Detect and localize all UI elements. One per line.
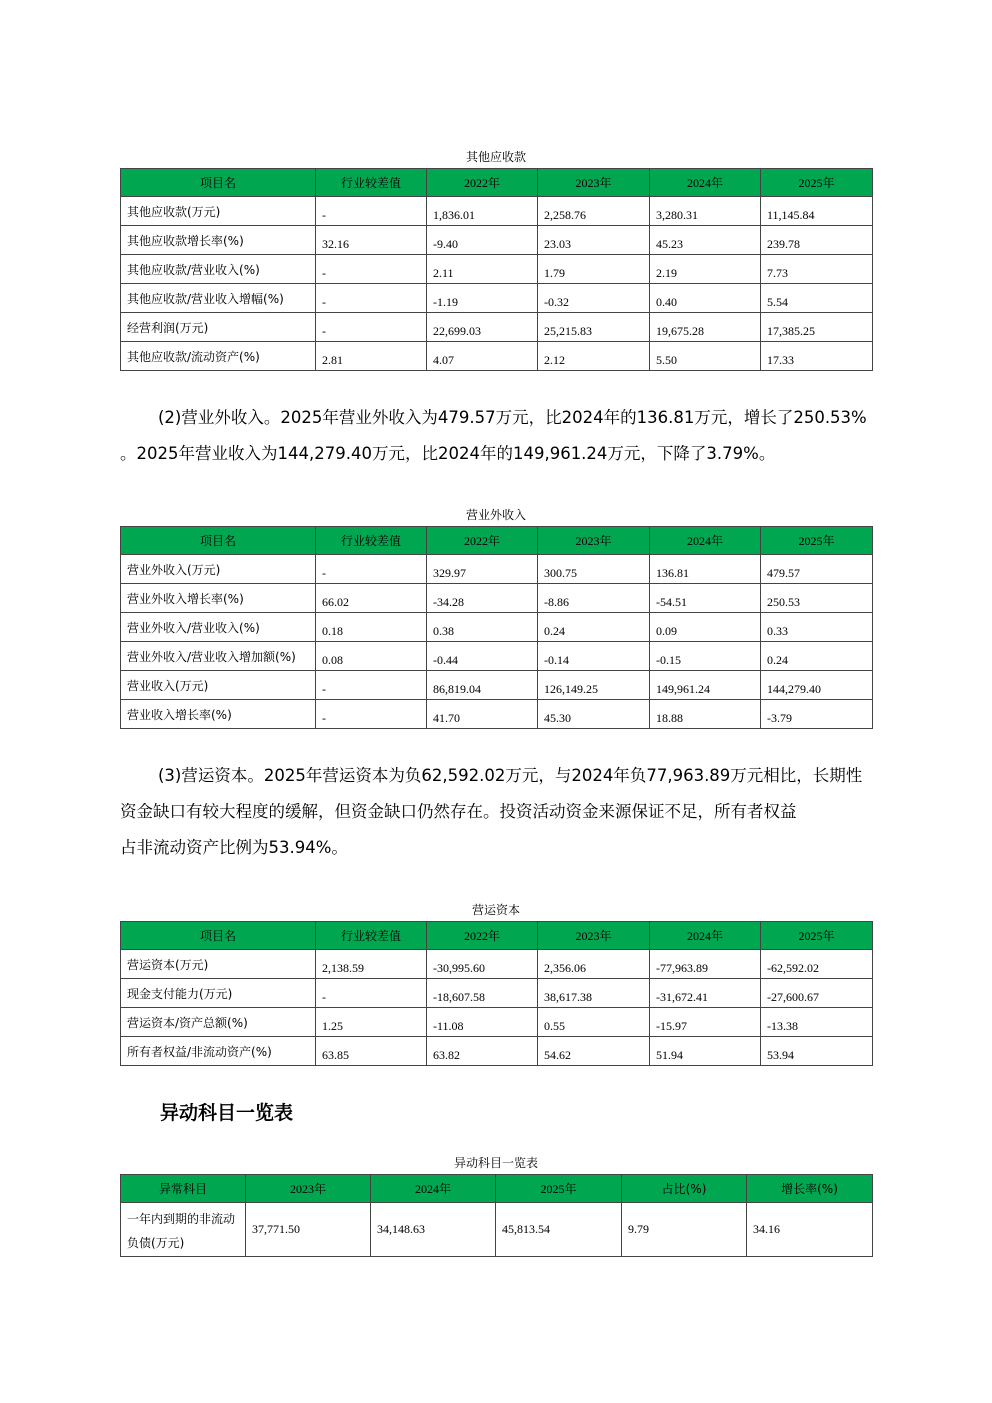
section-heading: 异动科目一览表 (160, 1102, 294, 1124)
row-label: 现金支付能力(万元) (121, 979, 316, 1008)
row-label: 营运资本(万元) (121, 950, 316, 979)
table-cell: 239.78 (761, 226, 873, 255)
row-label: 其他应收款增长率(%) (121, 226, 316, 255)
table-cell: 45,813.54 (496, 1203, 622, 1257)
table-cell: - (316, 284, 427, 313)
table-cell: - (316, 671, 427, 700)
column-header: 2024年 (650, 922, 761, 950)
table-cell: 63.85 (316, 1037, 427, 1066)
row-label: 其他应收款(万元) (121, 197, 316, 226)
table-cell: 2.19 (650, 255, 761, 284)
table-cell: 2,356.06 (538, 950, 650, 979)
table-row (121, 1008, 873, 1037)
table-cell: 3,280.31 (650, 197, 761, 226)
table-cell: -13.38 (761, 1008, 873, 1037)
table-cell: 32.16 (316, 226, 427, 255)
table-row (121, 700, 873, 729)
column-header: 2025年 (761, 922, 873, 950)
table-cell: 19,675.28 (650, 313, 761, 342)
table3-caption: 营运资本 (471, 903, 520, 917)
table-cell: -3.79 (761, 700, 873, 729)
table-cell: -0.14 (538, 642, 650, 671)
other-receivables-table (120, 168, 873, 371)
row-label: 一年内到期的非流动负债(万元) (121, 1203, 246, 1257)
column-header: 2024年 (650, 527, 761, 555)
row-label: 其他应收款/流动资产(%) (121, 342, 316, 371)
table-cell: 144,279.40 (761, 671, 873, 700)
table-cell: 0.08 (316, 642, 427, 671)
row-label: 营业外收入/营业收入(%) (121, 613, 316, 642)
table-cell: 22,699.03 (427, 313, 538, 342)
column-header: 项目名 (121, 922, 316, 950)
table-cell: -11.08 (427, 1008, 538, 1037)
table-cell: 0.09 (650, 613, 761, 642)
table1-caption: 其他应收款 (465, 150, 526, 164)
table-cell: 9.79 (622, 1203, 747, 1257)
row-label: 其他应收款/营业收入(%) (121, 255, 316, 284)
table-cell: 45.30 (538, 700, 650, 729)
table-cell: 2,138.59 (316, 950, 427, 979)
table-cell: -15.97 (650, 1008, 761, 1037)
table-cell: -30,995.60 (427, 950, 538, 979)
column-header: 行业较差值 (316, 922, 427, 950)
table-cell: 38,617.38 (538, 979, 650, 1008)
table-cell: 34.16 (747, 1203, 873, 1257)
table-cell: 41.70 (427, 700, 538, 729)
table-cell: -8.86 (538, 584, 650, 613)
row-label: 营运资本/资产总额(%) (121, 1008, 316, 1037)
table-cell: 0.38 (427, 613, 538, 642)
row-label: 营业收入增长率(%) (121, 700, 316, 729)
table-cell: 5.54 (761, 284, 873, 313)
table-cell: 18.88 (650, 700, 761, 729)
table-cell: 23.03 (538, 226, 650, 255)
table-cell: -54.51 (650, 584, 761, 613)
table-cell: 2.81 (316, 342, 427, 371)
column-header: 项目名 (121, 169, 316, 197)
table-cell: 250.53 (761, 584, 873, 613)
column-header: 行业较差值 (316, 527, 427, 555)
table-cell: 0.33 (761, 613, 873, 642)
row-label: 营业外收入(万元) (121, 555, 316, 584)
table-row (121, 1037, 873, 1066)
table-cell: -27,600.67 (761, 979, 873, 1008)
table-row (121, 671, 873, 700)
paragraph-line: (3)营运资本。2025年营运资本为负62,592.02万元，与2024年负77,963.89万元相比，长期性 (158, 766, 863, 785)
column-header: 异常科目 (121, 1175, 246, 1203)
table-cell: 45.23 (650, 226, 761, 255)
table-row (121, 1203, 873, 1257)
paragraph-line: 资金缺口有较大程度的缓解，但资金缺口仍然存在。投资活动资金来源保证不足，所有者权益 (120, 802, 797, 821)
column-header: 2024年 (371, 1175, 496, 1203)
abnormal-items-table (120, 1174, 873, 1257)
table-cell: -18,607.58 (427, 979, 538, 1008)
table-cell: 54.62 (538, 1037, 650, 1066)
table-row (121, 226, 873, 255)
row-label: 营业外收入/营业收入增加额(%) (121, 642, 316, 671)
table-row (121, 313, 873, 342)
column-header: 2023年 (538, 169, 650, 197)
table-cell: 0.18 (316, 613, 427, 642)
row-label: 经营利润(万元) (121, 313, 316, 342)
table-cell: 2.12 (538, 342, 650, 371)
table-cell: -0.32 (538, 284, 650, 313)
table-row (121, 555, 873, 584)
table-cell: - (316, 255, 427, 284)
row-label: 营业收入(万元) (121, 671, 316, 700)
column-header: 2025年 (761, 169, 873, 197)
table-cell: -31,672.41 (650, 979, 761, 1008)
non-operating-income-table (120, 526, 873, 729)
table-cell: - (316, 197, 427, 226)
table-cell: 329.97 (427, 555, 538, 584)
table-cell: 136.81 (650, 555, 761, 584)
column-header: 2023年 (538, 527, 650, 555)
table-row (121, 950, 873, 979)
table-cell: 479.57 (761, 555, 873, 584)
table-cell: - (316, 700, 427, 729)
table-cell: 11,145.84 (761, 197, 873, 226)
row-label: 营业外收入增长率(%) (121, 584, 316, 613)
table-row (121, 197, 873, 226)
column-header: 2025年 (496, 1175, 622, 1203)
table-cell: - (316, 555, 427, 584)
table-cell: 5.50 (650, 342, 761, 371)
table-row (121, 979, 873, 1008)
table-cell: 2,258.76 (538, 197, 650, 226)
table-row (121, 342, 873, 371)
table-cell: 86,819.04 (427, 671, 538, 700)
column-header: 2022年 (427, 169, 538, 197)
non-operating-income-paragraph (120, 400, 880, 472)
table-cell: 17,385.25 (761, 313, 873, 342)
paragraph-line: (2)营业外收入。2025年营业外收入为479.57万元，比2024年的136.81万元，增长了250.53% (158, 408, 867, 427)
table-cell: - (316, 979, 427, 1008)
column-header: 项目名 (121, 527, 316, 555)
table-row (121, 584, 873, 613)
table-cell: -77,963.89 (650, 950, 761, 979)
table-cell: -9.40 (427, 226, 538, 255)
table-cell: -34.28 (427, 584, 538, 613)
table-cell: 126,149.25 (538, 671, 650, 700)
column-header: 2022年 (427, 527, 538, 555)
table-cell: 0.55 (538, 1008, 650, 1037)
table-cell: 66.02 (316, 584, 427, 613)
table-cell: 4.07 (427, 342, 538, 371)
column-header: 2022年 (427, 922, 538, 950)
table-cell: -1.19 (427, 284, 538, 313)
table-cell: 17.33 (761, 342, 873, 371)
table-cell: 25,215.83 (538, 313, 650, 342)
table-row (121, 642, 873, 671)
row-label: 其他应收款/营业收入增幅(%) (121, 284, 316, 313)
column-header: 2024年 (650, 169, 761, 197)
paragraph-line: 。2025年营业收入为144,279.40万元，比2024年的149,961.24万元，下降了3.79%。 (120, 444, 776, 463)
table4-caption: 异动科目一览表 (453, 1156, 538, 1170)
column-header: 2023年 (246, 1175, 371, 1203)
table-row (121, 284, 873, 313)
table-cell: 63.82 (427, 1037, 538, 1066)
table-cell: 2.11 (427, 255, 538, 284)
table-cell: 34,148.63 (371, 1203, 496, 1257)
row-label: 所有者权益/非流动资产(%) (121, 1037, 316, 1066)
table-cell: -0.15 (650, 642, 761, 671)
table-cell: -0.44 (427, 642, 538, 671)
table-cell: 1.25 (316, 1008, 427, 1037)
working-capital-table (120, 921, 873, 1066)
table-row (121, 255, 873, 284)
column-header: 增长率(%) (747, 1175, 873, 1203)
table-cell: 1.79 (538, 255, 650, 284)
table-cell: 1,836.01 (427, 197, 538, 226)
table-cell: 37,771.50 (246, 1203, 371, 1257)
table-row (121, 613, 873, 642)
table-cell: -62,592.02 (761, 950, 873, 979)
table-cell: 53.94 (761, 1037, 873, 1066)
table-cell: 51.94 (650, 1037, 761, 1066)
table-cell: - (316, 313, 427, 342)
table-cell: 0.24 (761, 642, 873, 671)
table-cell: 300.75 (538, 555, 650, 584)
column-header: 2025年 (761, 527, 873, 555)
table-cell: 7.73 (761, 255, 873, 284)
table-cell: 0.24 (538, 613, 650, 642)
table2-caption: 营业外收入 (465, 508, 526, 522)
column-header: 2023年 (538, 922, 650, 950)
table-cell: 149,961.24 (650, 671, 761, 700)
table-cell: 0.40 (650, 284, 761, 313)
paragraph-line: 占非流动资产比例为53.94%。 (120, 838, 348, 857)
column-header: 占比(%) (622, 1175, 747, 1203)
column-header: 行业较差值 (316, 169, 427, 197)
working-capital-paragraph (120, 758, 880, 866)
